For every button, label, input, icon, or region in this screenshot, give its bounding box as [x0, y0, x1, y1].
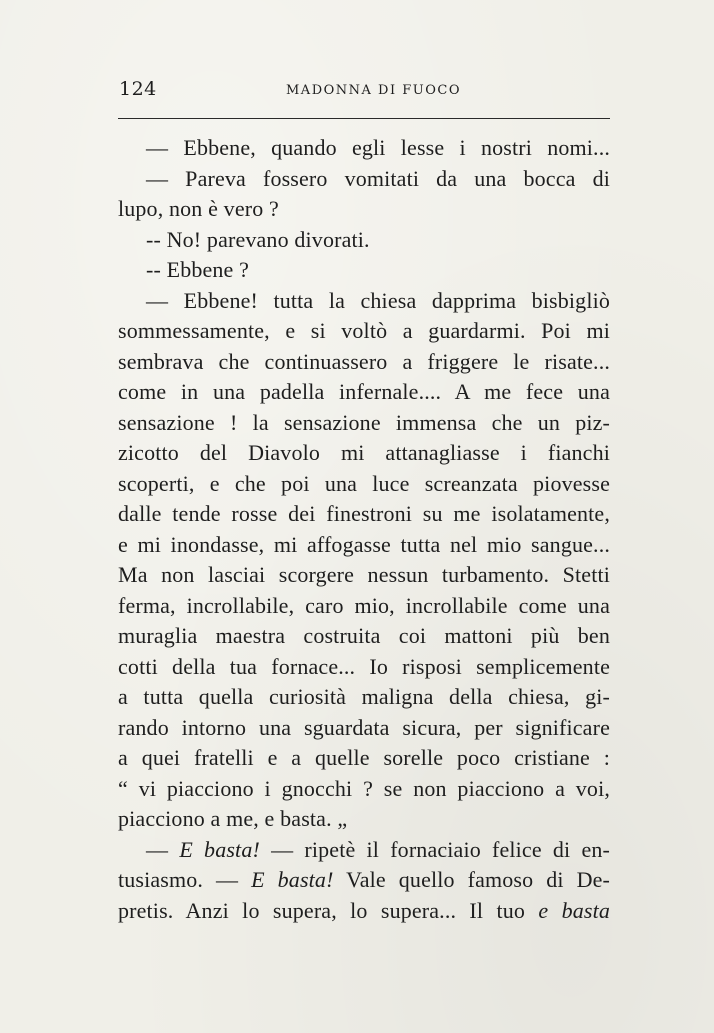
- body-text: [118, 133, 610, 926]
- page-number: 124: [119, 78, 157, 100]
- running-title: MADONNA DI FUOCO: [286, 83, 461, 98]
- text-line: ferma, incrollabile, caro mio, incrollabile come una: [118, 592, 610, 618]
- text-line: a quei fratelli e a quelle sorelle poco cristiane :: [118, 745, 610, 770]
- text-line: a tutta quella curiosità maligna della chiesa, gi-: [118, 684, 610, 709]
- text-line: — Ebbene, quando egli lesse i nostri nomi...: [146, 135, 610, 160]
- em-dash: —: [146, 836, 169, 862]
- text-span: pretis. Anzi lo supera, lo supera... Il tuo: [118, 897, 526, 923]
- text-span: tusiasmo. —: [118, 867, 239, 892]
- text-line: cotti della tua fornace... Io risposi semplicemente: [118, 653, 610, 679]
- text-line: come in una padella infernale.... A me fece una: [118, 379, 610, 404]
- text-line: rando intorno una sguardata sicura, per significare: [118, 714, 610, 740]
- text-line: zicotto del Diavolo mi attanagliasse i fianchi: [118, 440, 610, 465]
- text-line: sommessamente, e si voltò a guardarmi. Poi mi: [118, 318, 610, 343]
- text-line: scoperti, e che poi una luce screanzata piovesse: [118, 470, 610, 496]
- text-line: — Ebbene! tutta la chiesa dapprima bisbigliò: [146, 287, 610, 313]
- text-line: [118, 896, 610, 927]
- italic-phrase: E basta!: [251, 867, 334, 892]
- text-line: e mi inondasse, mi affogasse tutta nel mio sangue...: [118, 531, 610, 557]
- text-line: [118, 835, 610, 866]
- text-line: lupo, non è vero ?: [118, 196, 279, 221]
- page-header: [119, 78, 609, 102]
- text-line: sembrava che continuassero a friggere le risate...: [118, 348, 610, 374]
- text-line: dalle tende rosse dei finestroni su me isolatamente,: [118, 501, 610, 526]
- header-rule: [118, 118, 610, 119]
- text-span: — ripetè il fornaciaio felice di en-: [271, 836, 610, 862]
- text-line: -- No! parevano divorati.: [146, 226, 370, 252]
- text-line: sensazione ! la sensazione immensa che un piz-: [118, 409, 610, 435]
- text-line: — Pareva fossero vomitati da una bocca di: [146, 165, 610, 191]
- text-line: piacciono a me, e basta. „: [118, 806, 348, 831]
- text-span: Vale quello famoso di De-: [346, 867, 610, 892]
- text-line: [118, 865, 610, 896]
- text-line: “ vi piacciono i gnocchi ? se non piacciono a voi,: [118, 775, 610, 801]
- text-line: -- Ebbene ?: [146, 257, 250, 282]
- text-line: muraglia maestra costruita coi mattoni più ben: [118, 623, 610, 648]
- italic-phrase: e basta: [538, 897, 610, 923]
- text-line: Ma non lasciai scorgere nessun turbamento. Stetti: [118, 562, 610, 587]
- italic-phrase: E basta!: [179, 836, 260, 862]
